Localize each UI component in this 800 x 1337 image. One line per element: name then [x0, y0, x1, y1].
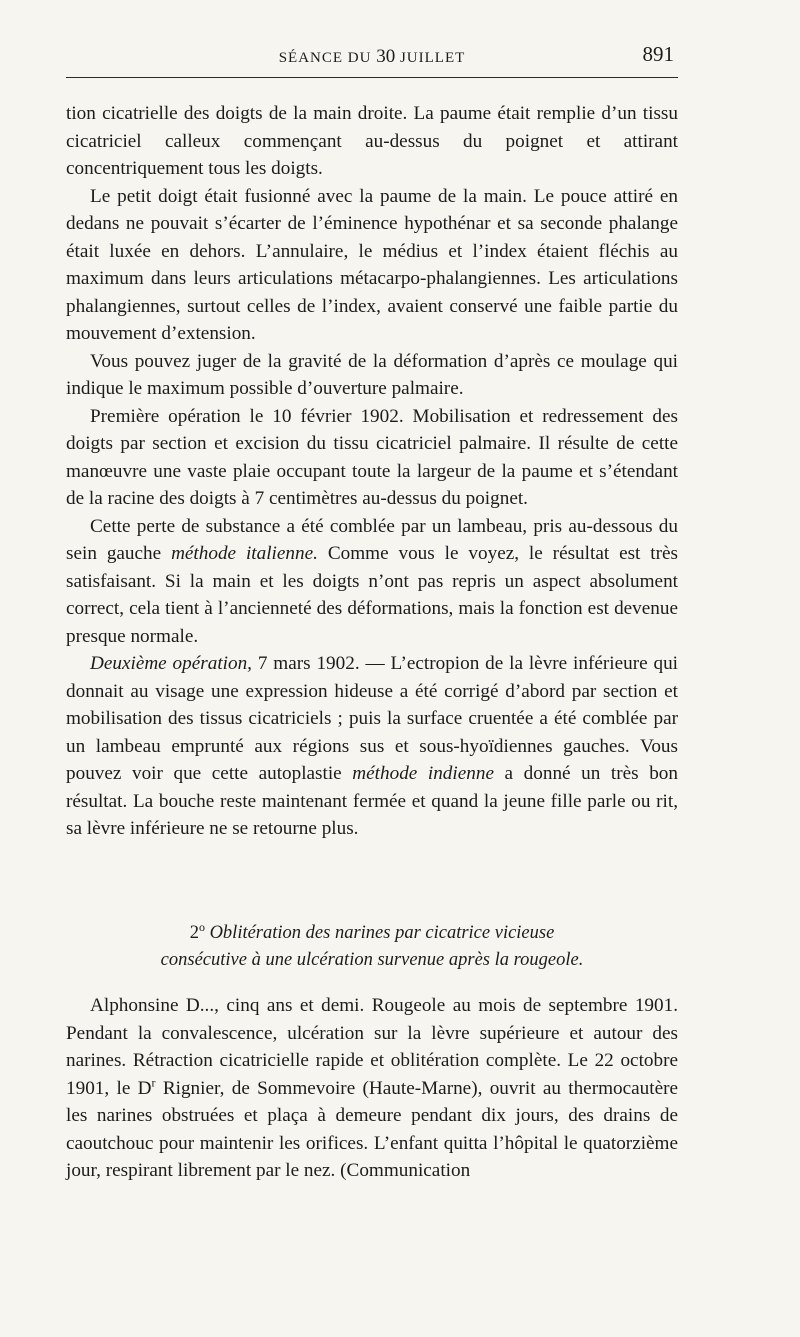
- paragraph-5-italic: méthode italienne.: [171, 543, 318, 564]
- running-title: [66, 46, 678, 68]
- paragraph-5-text-b: Comme vous le voyez, le résultat est très satisfaisant. Si la main et les doigts n’ont pas repris un aspect absolument correct, cela tient à l’ancienneté des déformations, mais la fonction est devenue presque normale.: [66, 543, 678, 647]
- case-paragraph: [66, 992, 678, 1185]
- paragraph-6-italic-2: méthode indienne: [352, 763, 494, 784]
- header-rule: [66, 77, 678, 78]
- section-heading: [66, 920, 678, 974]
- paragraph-6: [66, 650, 678, 843]
- paragraph-3: Vous pouvez juger de la gravité de la déformation d’après ce moulage qui indique le maximum possible d’ouverture palmaire.: [66, 350, 678, 399]
- section-heading-line-2: consécutive à une ulcération survenue après la rougeole.: [160, 950, 584, 970]
- paragraph-6-italic: Deuxième opération,: [90, 653, 252, 674]
- paragraph-4: Première opération le 10 février 1902. Mobilisation et redressement des doigts par section et excision du tissu cicatriciel palmaire. Il résulte de cette manœuvre une vaste plaie occupant toute la largeur de la paume et s’étendant de la racine des doigts à 7 centimètres au-dessus du poignet.: [66, 405, 678, 509]
- doctor-abbrev-sup: r: [151, 1075, 156, 1090]
- case-text-b: Rignier, de Sommevoire (Haute-Marne), ouvrit au thermocautère les narines obstruées et plaça à demeure pendant dix jours, des drains de caoutchouc pour maintenir les orifices. L’enfant quitta l’hôpital le quatorzième jour, respirant librement par le nez. (Communication: [66, 1077, 678, 1181]
- section-heading-text-1: Oblitération des narines par cicatrice vicieuse: [209, 923, 555, 943]
- paragraph-2: Le petit doigt était fusionné avec la paume de la main. Le pouce attiré en dedans ne pouvait s’écarter de l’éminence hypothénar et sa seconde phalange était luxée en dehors. L’annulaire, le médius et l’index étaient fléchis au maximum dans leurs articulations métacarpo-phalangiennes. Les articulations phalangiennes, surtout celles de l’index, avaient conservé une faible partie du mouvement d’extension.: [66, 185, 678, 344]
- paragraph-6-text-a: 7 mars 1902. — L’ectropion de la lèvre inférieure qui donnait au visage une expression hideuse a été corrigé d’abord par section et mobilisation des tissus cicatriciels ; puis la surface cruentée a été comblée par un lambeau emprunté aux régions sus et sous-hyoïdiennes gauches. Vous pouvez voir que cette autoplastie: [66, 653, 678, 784]
- paragraph-1: tion cicatrielle des doigts de la main droite. La paume était remplie d’un tissu cicatriciel calleux commençant au-dessus du poignet et attirant concentriquement tous les doigts.: [66, 103, 678, 179]
- running-head: [66, 40, 678, 70]
- section-number-sup: o: [198, 919, 205, 934]
- section-heading-line-1: [66, 920, 678, 947]
- paragraph-6-text-b: a donné un très bon résultat. La bouche reste maintenant fermée et quand la jeune fille parle ou rit, sa lèvre inférieure ne se retourne plus.: [66, 763, 678, 839]
- body-text: [66, 100, 678, 843]
- page-number: 891: [642, 42, 674, 66]
- running-title-suffix: JUILLET: [395, 50, 466, 66]
- running-title-prefix: SÉANCE DU: [278, 50, 377, 66]
- section-number: 2: [189, 923, 199, 943]
- case-text-a: Alphonsine D..., cinq ans et demi. Rougeole au mois de septembre 1901. Pendant la convalescence, ulcération sur la lèvre supérieure et autour des narines. Rétraction cicatricielle rapide et oblitération complète. Le 22 octobre 1901, le D: [66, 995, 678, 1099]
- case-report: [66, 992, 678, 1185]
- running-title-day: 30: [376, 46, 396, 67]
- paragraph-5: [66, 513, 678, 651]
- paragraph-5-text-a: Cette perte de substance a été comblée par un lambeau, pris au-dessous du sein gauche: [66, 515, 678, 564]
